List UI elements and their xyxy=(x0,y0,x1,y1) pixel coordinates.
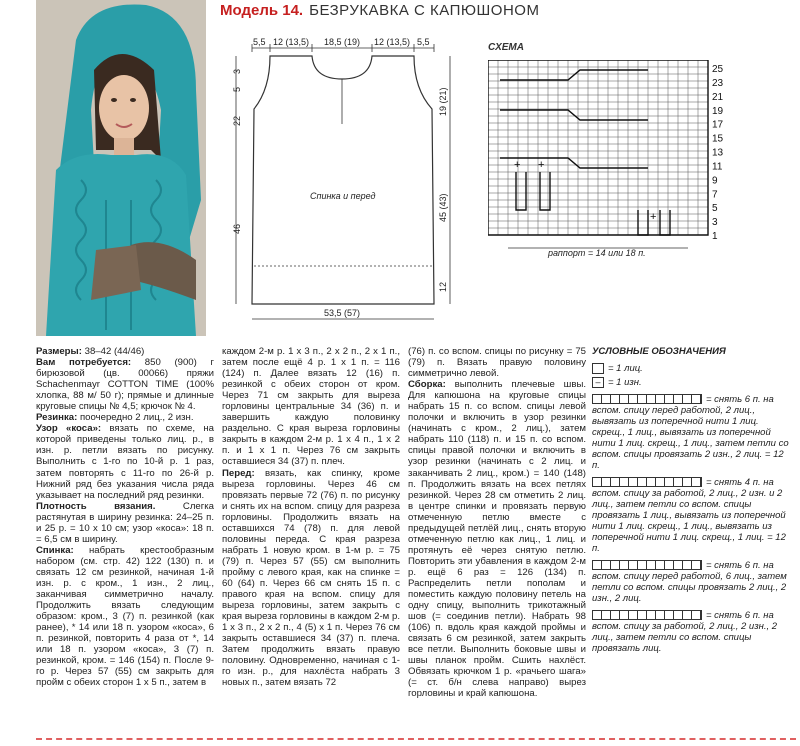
purl-symbol: – xyxy=(592,377,604,388)
right-height-1: 19 (21) xyxy=(438,87,448,116)
legend-cable-item: = снять 6 п. на вспом. спицу перед работой, 2 лиц., вывязать из поперечной нити 1 лиц. скрещ., 1 лиц., вывязать из поперечной нити 1 лиц. скрещ., 1 лиц., затем петли со вспом. спицы провязать 2 изн., 2 лиц. = 12 п. xyxy=(592,394,789,471)
paragraph: Плотность вязания. Слегка растянутая в ширину резинка: 24–25 п. и 25 р. = 10 х 10 см; узор «коса»: 18 п. = 6,5 см в ширину. xyxy=(36,500,214,545)
legend-title: УСЛОВНЫЕ ОБОЗНАЧЕНИЯ xyxy=(592,346,726,357)
paragraph-heading: Перед: xyxy=(222,467,255,479)
row-number: 17 xyxy=(712,119,724,131)
paragraph: Сборка: выполнить плечевые швы. Для капюшона на круговые спицы набрать 15 п. со вспом. спицы левой полочки и включить в узор резинки (начинать с кром., 2 лиц.), затем набрать 110 (118) п. и 15 п. со вспом. спицы правой полочки и включить в узор резинки (начинать с 2 лиц. и заканчивать 2 лиц., кром.) = 140 (148) п. Продолжить вязать на всех петлях резинкой. Через 28 см отметить 2 лиц. в центре спинки и провязать первую отмеченную петлю вместе с предыдущей петлёй лиц., снять вторую отмеченную петлю как лиц., 1 лиц. и протянуть её через снятую петлю. Повторить эти убавления в каждом 2-м р. ещё 6 раз = 126 (134) п. Распределить петли пополам и поместить каждую половину петель на одну спицу, выполнить трикотажный шов (= соединив петли). Набрать 98 (106) п. вдоль края каждой проймы и связать 6 см резинкой, затем закрыть все петли. Выполнить боковые швы и швы планок пройм. Сшить нахлёст. Обвязать крючком 1 р. «рачьего шага» (= ст. б/н слева направо) вырез горловины и край капюшона. xyxy=(408,379,586,700)
paragraph: Вам потребуется: 850 (900) г бирюзовой (цв. 00066) пряжи Schachenmayr COTTON TIME (100% хлопка, 88 м/ 50 г); прямые и длинные круговые спицы № 4,5; крючок № 4. xyxy=(36,357,214,413)
stitch-chart xyxy=(488,60,728,260)
chart-plus-3: + xyxy=(650,211,657,223)
row-number: 3 xyxy=(712,217,718,229)
row-number: 15 xyxy=(712,133,724,145)
model-title: БЕЗРУКАВКА С КАПЮШОНОМ xyxy=(309,2,540,19)
garment-schematic xyxy=(222,34,480,334)
footer-divider xyxy=(36,738,796,740)
paragraph-heading: Размеры: xyxy=(36,346,82,357)
text-column-2 xyxy=(222,346,400,688)
right-height-2: 45 (43) xyxy=(438,193,448,222)
left-height-1: 3 xyxy=(232,68,242,74)
paragraph: Узор «коса»: вязать по схеме, на которой приведены только лиц. р., в изн. р. петли вязать по рисунку. Выполнить с 1-го по 10-й р. 1 раз, затем повторять с 11-го по 26-й р. Нижний ряд без указания числа ряда указывает на последний ряд резинки. xyxy=(36,423,214,501)
paragraph: (76) п. со вспом. спицы по рисунку = 75 (79) п. Вязать правую половину симметрично левой. xyxy=(408,346,586,380)
center-label: Спинка и перед xyxy=(310,191,376,201)
row-number: 1 xyxy=(712,231,718,242)
top-width-2: 12 (13,5) xyxy=(273,37,310,47)
legend-cable-item: = снять 4 п. на вспом. спицу за работой, 2 лиц., 2 изн. и 2 лиц., затем петли со вспом. спицы провязать 1 лиц., вывязать из поперечной нити 1 лиц. скрещ., 1 лиц., вывязать из поперечной нити 1 лиц. скрещ., 1 лиц. = 12 п. xyxy=(592,477,786,554)
text-column-1 xyxy=(36,346,214,688)
cable-symbol xyxy=(592,560,702,570)
row-number: 5 xyxy=(712,203,718,215)
chart-plus-2: + xyxy=(538,159,545,171)
top-width-4: 12 (13,5) xyxy=(374,37,411,47)
row-number: 7 xyxy=(712,189,718,201)
paragraph-heading: Узор «коса»: xyxy=(36,423,102,435)
woman-in-hooded-vest-illustration xyxy=(36,0,206,336)
right-height-3: 12 xyxy=(438,281,448,292)
paragraph: каждом 2-м р. 1 х 3 п., 2 х 2 п., 2 х 1 п., затем после ещё 4 р. 1 х 1 п. = 116 (124) п. Далее вязать 12 (16) п. резинкой с обеих сторон от кром. Через 71 см закрыть для выреза горловины центральные 34 (36) п. и завершить каждую половинку раздельно. С края выреза горловины закрыть в каждом 2-м р. 1 х 4 п., 1 х 2 п. и 1 х 1 п. Через 76 см закрыть оставшиеся 34 (37) п. плеч. xyxy=(222,346,400,468)
row-number: 9 xyxy=(712,175,718,187)
legend-purl: – = 1 изн. xyxy=(592,377,792,388)
paragraph-heading: Резинка: xyxy=(36,412,78,424)
row-number: 19 xyxy=(712,105,724,117)
repeat-label: раппорт = 14 или 18 п. xyxy=(548,248,646,258)
model-number: Модель 14. xyxy=(220,2,304,19)
cable-symbol xyxy=(592,394,702,404)
row-number: 11 xyxy=(712,161,723,173)
left-height-3: 22 xyxy=(232,115,242,126)
paragraph-heading: Вам потребуется: xyxy=(36,357,132,369)
top-width-5: 5,5 xyxy=(417,37,430,47)
bottom-width: 53,5 (57) xyxy=(324,308,361,318)
top-width-1: 5,5 xyxy=(253,37,266,47)
left-height-2: 5 xyxy=(232,86,242,92)
legend-cable-item: = снять 6 п. на вспом. спицу перед работой, 6 лиц., затем петли со вспом. спицы провязать 2 лиц., 2 изн., 2 лиц. xyxy=(592,560,787,604)
page-header xyxy=(220,2,539,28)
paragraph: Размеры: 38–42 (44/46) xyxy=(36,346,145,357)
text-column-3 xyxy=(408,346,586,700)
row-number: 25 xyxy=(712,64,724,75)
knit-symbol xyxy=(592,363,604,374)
row-number: 21 xyxy=(712,91,724,103)
top-width-3: 18,5 (19) xyxy=(324,37,361,47)
model-photo xyxy=(36,0,206,336)
cable-symbol xyxy=(592,477,702,487)
paragraph-heading: Сборка: xyxy=(408,379,446,391)
cable-symbol xyxy=(592,610,702,620)
legend-knit: = 1 лиц. xyxy=(592,363,792,374)
row-number: 13 xyxy=(712,147,724,159)
legend-cable-item: = снять 6 п. на вспом. спицу за работой, 2 лиц., 2 изн., 2 лиц., затем петли со вспом. спицы провязать лиц. xyxy=(592,610,778,654)
legend xyxy=(592,346,792,654)
paragraph-heading: Спинка: xyxy=(36,544,74,556)
row-number: 23 xyxy=(712,77,724,89)
chart-plus-1: + xyxy=(514,159,521,171)
paragraph: Перед: вязать, как спинку, кроме выреза горловины. Через 46 см провязать первые 72 (76) п. по рисунку и снять их на вспом. спицу для разреза горловины. Продолжить вязать на оставшихся 74 (78) п. для левой половины переда. С края разреза набрать 1 новую кром. в 1-м р. = 75 (79) п. Через 57 (55) см выполнить пройму с левого края, как на спинке = 60 (64) п. Через 66 см снять 15 п. с правого края на вспом. спицу для выреза горловины, затем закрыть с края выреза горловины в каждом 2-м р. 1 х 3 п., 2 х 2 п., 4 (5) х 1 п. Через 76 см закрыть оставшиеся 34 (37) п. плеча. Затем продолжить вязать правую половину. Одновременно, начиная с 1-го изн. р., для нахлёста набрать 3 новых п., затем вязать 72 xyxy=(222,467,400,689)
paragraph-heading: Плотность вязания. xyxy=(36,500,156,512)
paragraph: Спинка: набрать крестообразным набором (см. стр. 42) 122 (130) п. и связать 12 см резинкой, начиная 1-й изн. р. с кром., 1 изн., 2 лиц., заканчивая симметрично началу. Продолжить вязать следующим образом: кром., 3 (7) п. резинкой (как ранее), * 14 или 18 п. узором «коса», 6 п. резинкой, повторить 4 раза от *, 14 или 18 п. узором «коса», 3 (7) п. резинкой, кром. = 146 (154) п. После 9-го р. Через 57 (55) см закрыть для пройм с обеих сторон 1 х 5 п., затем в xyxy=(36,544,214,689)
left-height-4: 46 xyxy=(232,223,242,234)
chart-title: СХЕМА xyxy=(488,42,524,53)
paragraph: Резинка: поочередно 2 лиц., 2 изн. xyxy=(36,412,194,424)
